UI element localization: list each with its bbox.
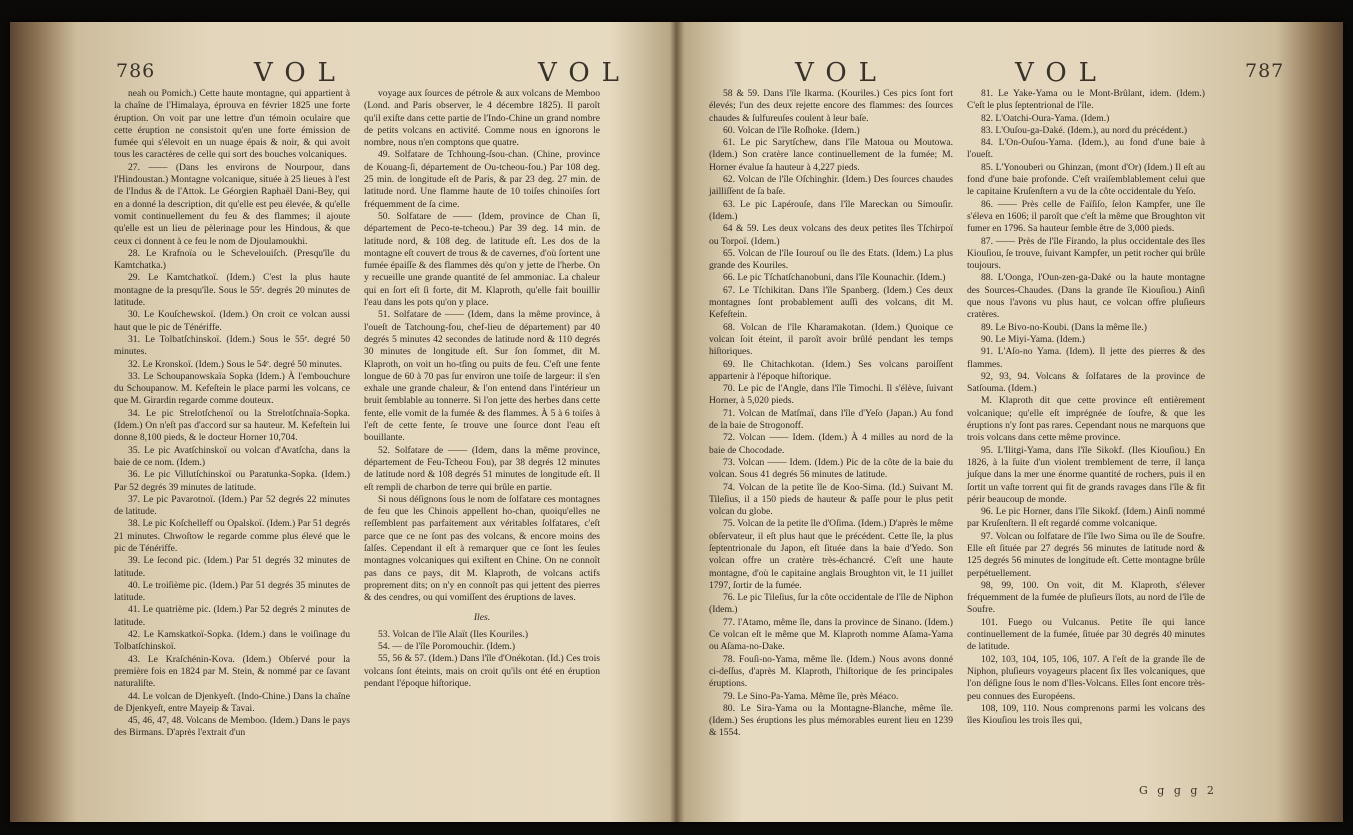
entry-paragraph: 58 & 59. Dans l'île Ikarma. (Kouriles.) Ces pics ſont fort élevés; l'un des deux rejette encore des flammes: des ſources chaudes & ſulfureuſes coulent à leur baſe. xyxy=(709,88,953,124)
entry-paragraph: 81. Le Yake-Yama ou le Mont-Brûlant, idem. (Idem.) C'eſt le plus ſeptentrional de l'île. xyxy=(967,88,1205,112)
entry-paragraph: 88. L'Oonga, l'Oun-zen-ga-Daké ou la haute montagne des Sources-Chaudes. (Dans la grande île Kiouſiou.) Ainſi que nous l'avons vu plus haut, ce volcan offre pluſieurs cratères. xyxy=(967,272,1205,321)
entry-paragraph: 51. Solfatare de —— (Idem, dans la même province, à l'oueſt de Tatchoung-fou, chef-lieu de département) par 40 degrés 5 minutes 42 secondes de latitude nord & 110 degrés 30 minutes de longitude eſt. Sur ſon ſommet, dit M. Klaproth, on voit un ho-tſing ou puits de feu. C'eſt une fente longue de 60 à 70 pas ſur environ une toiſe de largeur: il s'en exhale une grande chaleur, & l'on entend dans l'intérieur un bruit ſemblable au tonnerre. Si l'on jette des herbes dans cette fente, elle vomit de la fumée & des flammes. À 5 à 6 toiſes à l'eſt de cette fente, ſe trouve une ſource dont l'eau eſt bouillante. xyxy=(364,309,600,444)
left-column-2 xyxy=(364,88,600,690)
signature-mark: G g g g 2 xyxy=(1139,784,1217,797)
entry-paragraph: 66. Le pic Tſchatſchanobuni, dans l'île Kounachir. (Idem.) xyxy=(723,272,946,284)
running-head-left-a: VOL xyxy=(254,58,347,88)
running-head-right-b: VOL xyxy=(1015,58,1108,88)
entry-paragraph: 69. Ile Chitachkotan. (Idem.) Ses volcans paroiſſent appartenir à l'époque hiſtorique. xyxy=(709,358,953,382)
entry-paragraph: 33. Le Schoupanowskaïa Sopka (Idem.) À l'embouchure du Schoupanow. M. Kefeſtein le place parmi les volcans, ce que M. Girardin regarde comme douteux. xyxy=(114,370,350,407)
entry-paragraph: 40. Le troiſième pic. (Idem.) Par 51 degrés 35 minutes de latitude. xyxy=(114,579,350,604)
entry-paragraph: 75. Volcan de la petite île d'Oſima. (Idem.) D'après le même obſervateur, il eſt plus haut que le précédent. Cette île, la plus ſeptentrionale du Japon, eſt ſituée dans la baie d'Yedo. Son volcan offre un cratère très-échancré. C'eſt une haute montagne, d'où le capitaine anglais Broughton vit, le 11 juillet 1797, ſortir de la fumée. xyxy=(709,518,953,591)
entry-paragraph: 64 & 59. Les deux volcans des deux petites îles Tſchirpoï ou Torpoï. (Idem.) xyxy=(709,223,953,247)
entry-paragraph: 62. Volcan de l'île Oſchinghir. (Idem.) Des ſources chaudes jailliſſent de ſa baſe. xyxy=(709,174,953,198)
entry-paragraph: 77. l'Atamo, même île, dans la province de Sinano. (Idem.) Ce volcan eſt le même que M. Klaproth nomme Aſama-Yama ou Aſama-no-Dake. xyxy=(709,616,953,653)
entry-paragraph: 90. Le Miyi-Yama. (Idem.) xyxy=(981,333,1086,345)
entry-paragraph: voyage aux ſources de pétrole & aux volcans de Memboo (Lond. and Paris observer, le 4 décembre 1825). Il paroît qu'il exiſte dans cette partie de l'Indo-Chine un grand nombre de petits volcans en activité. Comme nous en ignorons le nombre, nous n'en comptons que quatre. xyxy=(364,88,600,149)
entry-paragraph: 54. — de l'île Poromouchir. (Idem.) xyxy=(378,641,516,653)
entry-paragraph: 49. Solfatare de Tchhoung-ſsou-chan. (Chine, province de Kouang-ſi, département de Ou-tcheou-fou.) Par 108 deg. 25 min. de longitude eſt de Paris, & par 23 deg. 27 min. de latitude nord. Une flamme haute de 10 toiſes chinoiſes ſort fréquemment de ſa cime. xyxy=(364,149,600,210)
entry-paragraph: 63. Le pic Lapérouſe, dans l'île Mareckan ou Simouſir. (Idem.) xyxy=(709,198,953,222)
entry-paragraph: 78. Fouſi-no-Yama, même île. (Idem.) Nous avons donné ci-deſſus, d'après M. Klaproth, l'hiſtorique de ſes principales éruptions. xyxy=(709,653,953,690)
entry-paragraph: 76. Le pic Tileſius, ſur la côte occidentale de l'île de Niphon (Idem.) xyxy=(709,592,953,616)
entry-paragraph: 98, 99, 100. On voit, dit M. Klaproth, s'élever fréquemment de la fumée de pluſieurs îlots, au nord de l'île de Soufre. xyxy=(967,579,1205,616)
entry-paragraph: 74. Volcan de la petite île de Koo-Sima. (Id.) Suivant M. Tileſius, il a 150 pieds de hauteur & paſſe pour le plus petit volcan du globe. xyxy=(709,481,953,518)
entry-paragraph: 68. Volcan de l'île Kharamakotan. (Idem.) Quoique ce volcan ſoit éteint, il paroît avoir brûlé pendant les temps hiſtoriques. xyxy=(709,321,953,358)
entry-paragraph: 45, 46, 47, 48. Volcans de Memboo. (Idem.) Dans le pays des Birmans. D'après l'extrait d'un xyxy=(114,715,350,739)
entry-paragraph: 36. Le pic Villutſchinskoï ou Paratunka-Sopka. (Idem.) Par 52 degrés 39 minutes de latitude. xyxy=(114,469,350,493)
page-number-right: 787 xyxy=(1245,60,1285,82)
entry-paragraph: 42. Le Kamskatkoï-Sopka. (Idem.) dans le voiſinage du Tolbatſchinskoï. xyxy=(114,629,350,653)
right-column-1 xyxy=(709,88,953,740)
entry-paragraph: 102, 103, 104, 105, 106, 107. A l'eſt de la grande île de Niphon, pluſieurs voyageurs placent ſix îles volcaniques, que l'on déſigne ſous le nom d'Iles-Volcans. Elles ſont encore très-peu connues des Européens. xyxy=(967,653,1205,702)
entry-paragraph: 82. L'Oatchi-Oura-Yama. (Idem.) xyxy=(981,112,1110,124)
entry-paragraph: 85. L'Yonouberi ou Ghinzan, (mont d'Or) (Idem.) Il eſt au fond d'une baie profonde. C'eſt vraiſemblablement celui que le capitaine Kruſenſtern a vu de la côte occidentale du Yeſo. xyxy=(967,161,1205,198)
entry-paragraph: 52. Solfatare de —— (Idem, dans la même province, département de Feu-Tcheou Fou), par 38 degrés 12 minutes de latitude nord & 108 degrés 51 minutes de longitude eſt. Il eſt rempli de charbon de terre qui brûle en partie. xyxy=(364,444,600,493)
entry-paragraph: 50. Solfatare de —— (Idem, province de Chan ſi, département de Peco-te-tcheou.) Par 39 deg. 14 min. de latitude nord, & 108 deg. de latitude eſt. Les dos de la montagne eſt couvert de trous & de cavernes, d'où ſortent une fumée épaiſſe & des flammes dès qu'on y jette de l'herbe. On y recueille une grande quantité de ſel ammoniac. La chaleur qui en ſort eſt ſi forte, dit M. Klaproth, qu'elle fait bouillir l'eau dans les pots qu'on y place. xyxy=(364,210,600,309)
entry-paragraph: 101. Fuego ou Vulcanus. Petite île qui lance continuellement de la fumée, ſituée par 30 degrés 40 minutes de latitude. xyxy=(967,616,1205,653)
entry-paragraph: 86. —— Près celle de Faïſiſo, ſelon Kampfer, une île s'éleva en 1606; il paroît que c'eſt la même que Broughton vit fumer en 1796. Sa hauteur ſemble être de 3,000 pieds. xyxy=(967,198,1205,235)
left-column-2-tail xyxy=(364,629,600,690)
entry-paragraph: 55, 56 & 57. (Idem.) Dans l'île d'Onékotan. (Id.) Ces trois volcans ſont éteints, mais on croit qu'ils ont été en éruption pendant l'époque hiſtorique. xyxy=(364,653,600,689)
entry-paragraph: 92, 93, 94. Volcans & ſolfatares de la province de Satſouma. (Idem.) xyxy=(967,370,1205,395)
entry-paragraph: 95. L'Ilitgi-Yama, dans l'île Sikokf. (Iles Kiouſiou.) En 1826, à la ſuite d'un violent tremblement de terre, il lança juſque dans la mer une énorme quantité de rochers, puis il en ſortit un vaſte torrent qui fit de grands ravages dans l'île & fit périr beaucoup de monde. xyxy=(967,444,1205,505)
entry-paragraph: 44. Le volcan de Djenkyeſt. (Indo-Chine.) Dans la chaîne de Djenkyeſt, entre Mayeip & Tavai. xyxy=(114,690,350,714)
entry-paragraph: 30. Le Kouſchewskoï. (Idem.) On croit ce volcan aussi haut que le pic de Ténériffe. xyxy=(114,309,350,333)
running-head-right-a: VOL xyxy=(795,58,888,88)
entry-paragraph: 83. L'Ouſou-ga-Daké. (Idem.), au nord du précédent.) xyxy=(981,124,1188,136)
entry-paragraph: 34. Le pic Strelotſchenoï ou la Strelotſchnaïa-Sopka. (Idem.) On n'eſt pas d'accord sur sa hauteur. M. Kefeſtein lui donne 8,100 pieds, & le docteur Horner 10,704. xyxy=(114,407,350,444)
entry-paragraph: 96. Le pic Horner, dans l'île Sikokf. (Idem.) Ainſi nommé par Kruſenſtern. Il eſt regardé comme volcanique. xyxy=(967,506,1205,530)
entry-paragraph: 91. L'Aſo-no Yama. (Idem). Il jette des pierres & des flammes. xyxy=(967,346,1205,370)
entry-paragraph: 43. Le Kraſchénin-Kova. (Idem.) Obſervé pour la première fois en 1824 par M. Stein, & nommé par ce ſavant naturaliſte. xyxy=(114,653,350,690)
entry-paragraph: M. Klaproth dit que cette province eſt entièrement volcanique; qu'elle eſt imprégnée de ſoufre, & que les éruptions n'y ſont pas rares. Cependant nous ne marquons que trois volcans dans cette même province. xyxy=(967,395,1205,444)
running-head-left-b: VOL xyxy=(538,58,631,88)
entry-paragraph: 97. Volcan ou ſolfatare de l'île Iwo Sima ou île de Soufre. Elle eſt ſituée par 27 degrés 56 minutes de latitude nord & 125 degrés 56 minutes de longitude eſt. Cette montagne brûle perpétuellement. xyxy=(967,530,1205,579)
entry-paragraph: 65. Volcan de l'île Iourouſ ou île des Etats. (Idem.) La plus grande des Kouriles. xyxy=(709,247,953,272)
entry-paragraph: 27. —— (Dans les environs de Nourpour, dans l'Hindoustan.) Montagne volcanique, située à 25 lieues à l'est de l'Indus & de l'Attok. Le Géorgien Raphaël Dani-Bey, qui en a donné la description, dit qu'elle est peu élevée, & qu'elle vomit continuellement du feu & des flammes; il ajoute qu'elle est un lieu de pèlerinage pour les Hindous, & que ceux ci donnent à ce feu le nom de Djoulamoukhi. xyxy=(114,161,350,247)
entry-paragraph: Si nous déſignons ſous le nom de ſolfatare ces montagnes de feu que les Chinois appellent ho-chan, quoiqu'elles ne reſſemblent pas parfaitement aux véritables ſolfatares, c'eſt parce que ce ne ſont pas des volcans, & encore moins des ſalſes. Cependant il eſt à remarquer que ce ſont les ſeules montagnes volcaniques qui exiſtent en Chine. On ne connoît pas dans ce pays, dit M. Klaproth, de volcans actifs proprement dits; on n'y en connoît pas qui jettent des pierres & des cendres, ou qui vomiſſent des éruptions de laves. xyxy=(364,493,600,604)
right-page xyxy=(677,22,1343,822)
entry-paragraph: 89. Le Bivo-no-Koubi. (Dans la même île.) xyxy=(981,321,1147,333)
section-heading-iles: Iles. xyxy=(473,612,491,624)
entry-paragraph: 29. Le Kamtchatkoï. (Idem.) C'est la plus haute montagne de la presqu'île. Sous le 55ᵉ. degrés 20 minutes de latitude. xyxy=(114,272,350,309)
entry-paragraph: 41. Le quatrième pic. (Idem.) Par 52 degrés 2 minutes de latitude. xyxy=(114,604,350,628)
entry-paragraph: 53. Volcan de l'île Alaït (Iles Kouriles.) xyxy=(378,628,529,640)
entry-paragraph: 38. Le pic Koſchelleff ou Opalskoï. (Idem.) Par 51 degrés 21 minutes. Chwoſtow le regarde comme plus élevé que le pic de Ténériffe. xyxy=(114,518,350,554)
entry-paragraph: 67. Le Tſchikitan. Dans l'île Spanberg. (Idem.) Ces deux montagnes ſont probablement auſſi des volcans, dit M. Kefeſtein. xyxy=(709,284,953,321)
entry-paragraph: 60. Volcan de l'île Roſhoke. (Idem.) xyxy=(723,124,860,136)
left-column-2-body xyxy=(364,88,600,604)
entry-paragraph: 79. Le Sino-Pa-Yama. Même île, près Méaco. xyxy=(723,690,899,702)
entry-paragraph: 87. —— Près de l'île Firando, la plus occidentale des îles Kiouſiou, ſe trouve, ſuivant Kampfer, un petit rocher qui brûle toujours. xyxy=(967,235,1205,272)
entry-paragraph: 108, 109, 110. Nous comprenons parmi les volcans des îles Kiouſiou les trois îles qui, xyxy=(967,702,1205,727)
entry-paragraph: 72. Volcan —— Idem. (Idem.) À 4 milles au nord de la baie de Chocodade. xyxy=(709,432,953,456)
entry-paragraph: 32. Le Kronskoï. (Idem.) Sous le 54ᵉ. degré 50 minutes. xyxy=(128,358,343,370)
entry-paragraph: 84. L'On-Ouſou-Yama. (Idem.), au fond d'une baie à l'oueſt. xyxy=(967,137,1205,161)
entry-paragraph: 73. Volcan —— Idem. (Idem.) Pic de la côte de la baie du volcan. Sous 41 degrés 56 minutes de latitude. xyxy=(709,456,953,481)
page-number-left: 786 xyxy=(116,60,156,82)
entry-paragraph: 37. Le pic Pavarotnoï. (Idem.) Par 52 degrés 22 minutes de latitude. xyxy=(114,493,350,518)
left-column-1 xyxy=(114,88,350,740)
entry-paragraph: 28. Le Krafnoïa ou le Schevelouiſch. (Presqu'île du Kamtchatka.) xyxy=(114,247,350,272)
entry-paragraph: 70. Le pic de l'Angle, dans l'île Timochi. Il s'élève, ſuivant Horner, à 5,020 pieds. xyxy=(709,383,953,407)
entry-paragraph: 39. Le ſecond pic. (Idem.) Par 51 degrés 32 minutes de latitude. xyxy=(114,555,350,579)
entry-paragraph: 80. Le Sira-Yama ou la Montagne-Blanche, même île. (Idem.) Ses éruptions les plus mémorables eurent lieu en 1239 & 1554. xyxy=(709,702,953,739)
entry-paragraph: neah ou Pomich.) Cette haute montagne, qui appartient à la chaîne de l'Himalaya, éprouva en février 1825 une forte éruption. On voit par une lettre d'un témoin oculaire que cette éruption ne consistoit qu'en une forte émission de fumée qui s'élevoit en un nuage épais & noir, & qui avoit tous les caractères de celle qui sort des bouches volcaniques. xyxy=(114,88,350,161)
right-column-2 xyxy=(967,88,1205,727)
open-book xyxy=(10,22,1343,822)
left-page xyxy=(10,22,676,822)
entry-paragraph: 35. Le pic Avatſchinskoï ou volcan d'Avatſcha, dans la baie de ce nom. (Idem.) xyxy=(114,444,350,468)
entry-paragraph: 71. Volcan de Matſmaï, dans l'île d'Yeſo (Japan.) Au fond de la baie de Strogonoff. xyxy=(709,407,953,432)
entry-paragraph: 31. Le Tolbatſchinskoï. (Idem.) Sous le 55ᵉ. degré 50 minutes. xyxy=(114,333,350,358)
entry-paragraph: 61. Le pic Sarytſchew, dans l'île Matoua ou Moutowa. (Idem.) Son cratère lance continuellement de la fumée; M. Horner évalue ſa hauteur à 4,227 pieds. xyxy=(709,137,953,173)
